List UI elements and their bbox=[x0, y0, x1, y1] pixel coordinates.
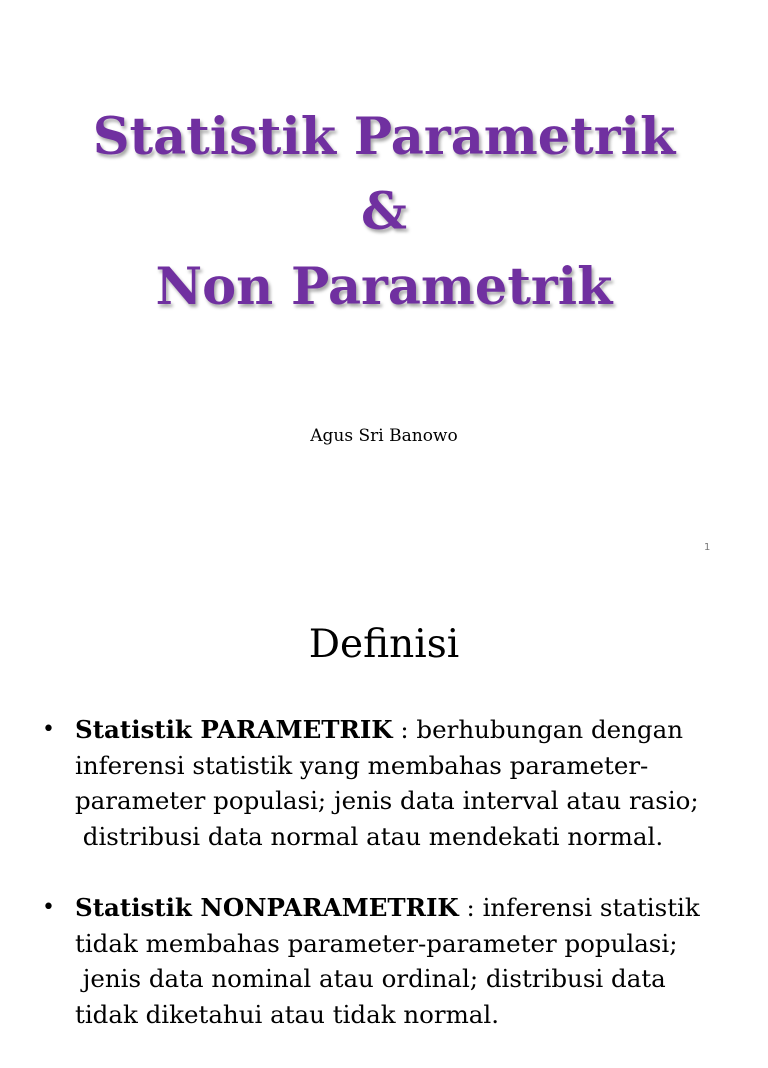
title-line-1: Statistik Parametrik bbox=[92, 107, 676, 167]
bullet-first-line bbox=[75, 712, 728, 748]
title-line-2: & bbox=[360, 182, 408, 242]
bullet-text-line: inferensi statistik yang membahas parameter- bbox=[75, 750, 649, 780]
bullet-list bbox=[0, 712, 768, 1068]
definition-slide bbox=[0, 580, 768, 1029]
bullet-icon: • bbox=[42, 717, 55, 742]
bullet-term: Statistik NONPARAMETRIK bbox=[75, 893, 459, 922]
bullet-icon: • bbox=[42, 895, 55, 920]
bullet-first-line bbox=[75, 890, 728, 926]
bullet-text-line: jenis data nominal atau ordinal; distribusi data bbox=[75, 964, 666, 993]
bullet-text-line: parameter populasi; jenis data interval atau rasio; bbox=[75, 786, 699, 815]
bullet-item-nonparametrik bbox=[0, 890, 768, 1032]
author-name: Agus Sri Banowo bbox=[310, 426, 458, 446]
bullet-item-parametrik bbox=[0, 712, 768, 854]
bullet-text-line: tidak diketahui atau tidak normal. bbox=[75, 999, 500, 1029]
bullet-text-line: tidak membahas parameter-parameter populasi; bbox=[75, 928, 678, 958]
bullet-text: : inferensi statistik bbox=[458, 893, 700, 922]
slide-heading: Definisi bbox=[308, 622, 460, 667]
bullet-text: : berhubungan dengan bbox=[392, 715, 684, 744]
page-number: 1 bbox=[704, 542, 711, 553]
slide-title bbox=[0, 100, 768, 325]
bullet-text-line: distribusi data normal atau mendekati normal. bbox=[75, 821, 664, 851]
title-line-3: Non Parametrik bbox=[155, 257, 613, 317]
bullet-term: Statistik PARAMETRIK bbox=[75, 715, 393, 744]
